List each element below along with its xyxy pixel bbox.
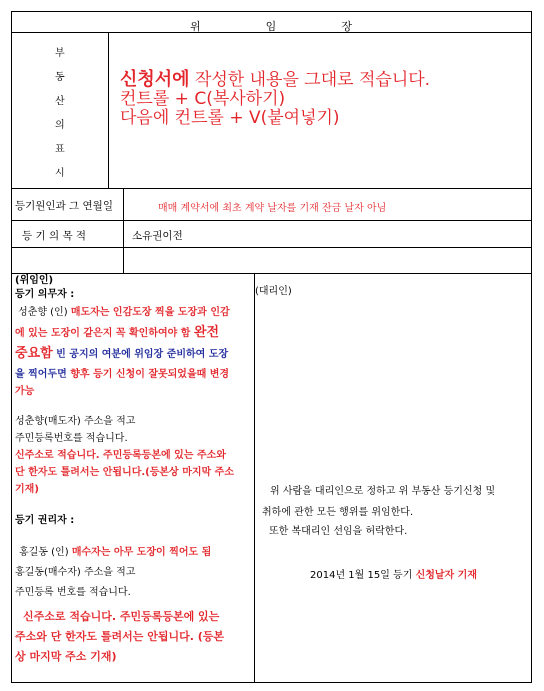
obligor-warning: 단 한자도 틀려서는 안됩니다.(등본상 마지막 주소	[15, 467, 234, 478]
holder-note: 매수자는 아무 도장이 찍어도 됨	[71, 547, 212, 558]
power-of-attorney-form	[11, 11, 532, 683]
obligor-line	[15, 365, 253, 385]
obligor-note: 가능	[15, 386, 35, 397]
cause-label: 등기원인과 그 연월일	[15, 200, 113, 212]
holder-warning: 주소와 단 한자도 틀려서는 안됩니다. (등본	[15, 630, 224, 643]
property-label-char: 동	[55, 72, 65, 83]
agent-delegation-text: 취하에 관한 모든 행위를 위임한다.	[262, 507, 414, 518]
agent-delegation-text: 위 사람을 대리인으로 정하고 위 부동산 등기신청 및	[270, 486, 496, 497]
obligor-line	[15, 303, 253, 323]
obligor-note: 에 있는 도장이 같은지 꼭 확인하여야 함	[15, 328, 194, 339]
registration-date-note: 신청날자 기재	[415, 570, 478, 581]
title-char: 위	[190, 20, 202, 33]
obligor-note: 향후 등기 신청이 잘못되었을때 변경	[70, 369, 230, 380]
agent-heading: (대리인)	[255, 286, 292, 297]
obligor-warning: 신주소로 적습니다. 주민등록등본에 있는 주소와	[15, 450, 226, 461]
obligor-address: 성춘향(매도자) 주소을 적고	[15, 416, 136, 427]
holder-name: 홍길동 (인)	[19, 547, 72, 558]
rule-purpose	[12, 247, 531, 248]
holder-address: 홍길동(매수자) 주소을 적고	[15, 567, 136, 578]
obligor-tip: 을 찍어두면	[15, 369, 71, 380]
property-label-char: 부	[55, 48, 65, 59]
rule-cause	[12, 220, 531, 221]
rule-label-col	[123, 188, 124, 273]
page-title	[12, 18, 531, 34]
delegator-section	[15, 275, 253, 667]
agent-delegation-text: 또한 복대리인 선임을 허락한다.	[269, 526, 408, 537]
instruction-copy: 컨트롤 + C(복사하기)	[120, 89, 286, 109]
obligor-line	[15, 344, 253, 365]
holder-warning: 신주소로 적습니다. 주민등록등본에 있는	[23, 610, 220, 623]
purpose-label: 등 기 의 목 적	[22, 230, 87, 242]
property-instructions	[120, 70, 430, 128]
obligor-id: 주민등록번호를 적습니다.	[15, 433, 128, 444]
property-label-char: 산	[55, 96, 65, 107]
instruction-bold: 신청서에	[120, 69, 190, 90]
rule-property-col	[108, 32, 109, 188]
purpose-value: 소유권이전	[132, 230, 183, 242]
obligor-label: 등기 의무자 :	[15, 289, 75, 300]
obligor-name: 성춘향 (인)	[18, 307, 71, 318]
registration-date-text: 2014년 1월 15일 등기	[310, 570, 416, 581]
instruction-rest: 작성한 내용을 그대로 적습니다.	[189, 70, 431, 90]
obligor-tip: 빈 공지의 여분에 위임장 준비하여 도장	[52, 349, 229, 360]
obligor-emphasis: 중요함	[15, 346, 53, 361]
registration-date	[310, 566, 477, 581]
holder-warning: 상 마지막 주소 기재)	[15, 650, 117, 663]
title-char: 장	[341, 20, 353, 33]
obligor-line	[15, 323, 253, 344]
title-char: 임	[265, 20, 278, 33]
rule-party-col	[254, 273, 255, 683]
property-label-char: 표	[55, 144, 65, 155]
cause-value: 매매 계약서에 최초 계약 날자를 기재 잔금 날자 아님	[158, 203, 387, 214]
instruction-paste: 다음에 컨트롤 + V(붙여넣기)	[120, 108, 340, 128]
rule-property	[12, 188, 531, 189]
rule-empty	[12, 273, 531, 274]
delegator-heading: (위임인)	[15, 275, 54, 286]
holder-line	[15, 543, 253, 563]
obligor-emphasis: 완전	[193, 325, 220, 340]
obligor-warning: 기재)	[15, 484, 39, 495]
holder-id: 주민등록 번호를 적습니다.	[15, 587, 131, 598]
obligor-note: 매도자는 인감도장 찍을 도장과 인감	[70, 307, 230, 318]
property-label-char: 시	[55, 168, 65, 179]
holder-label: 등기 권리자 :	[15, 515, 75, 526]
property-label-char: 의	[55, 120, 65, 131]
